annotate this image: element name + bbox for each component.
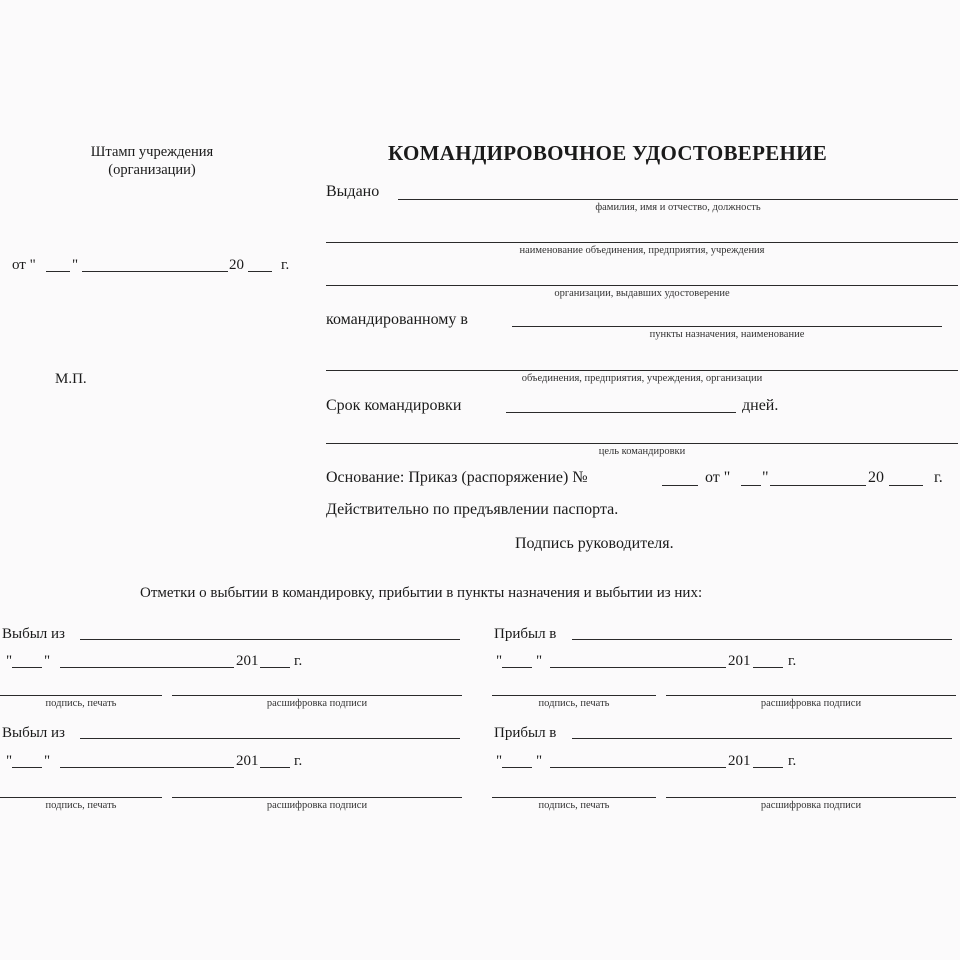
basis-year: 20: [868, 469, 884, 486]
right-arrived-line-2[interactable]: [572, 738, 952, 739]
left-departed-line-2[interactable]: [80, 738, 460, 739]
right-sign-caption-2: подпись, печать: [538, 800, 610, 811]
right-year-1: 201: [728, 653, 751, 669]
left-year-1: 201: [236, 653, 259, 669]
left-month-line-2[interactable]: [60, 767, 234, 768]
stamp-line2: (организации): [108, 162, 196, 178]
left-date-quote: ": [72, 257, 79, 273]
left-date-year: 20: [229, 257, 244, 273]
document-title: КОМАНДИРОВОЧНОЕ УДОСТОВЕРЕНИЕ: [388, 141, 828, 165]
right-date-open-1: ": [496, 653, 503, 669]
left-date-close-2: ": [44, 753, 51, 769]
term-days-unit: дней.: [742, 397, 779, 414]
right-date-close-2: ": [536, 753, 543, 769]
left-suffix-1: г.: [294, 653, 303, 669]
left-day-line-1[interactable]: [12, 667, 42, 668]
left-sign-line-2[interactable]: [0, 797, 162, 798]
issued-caption-1: фамилия, имя и отчество, должность: [595, 202, 761, 213]
sent-label: командированному в: [326, 311, 468, 328]
basis-suffix: г.: [934, 469, 943, 486]
stamp-block: [62, 143, 242, 179]
right-date-close-1: ": [536, 653, 543, 669]
left-month-line-1[interactable]: [60, 667, 234, 668]
sent-caption-2: объединения, предприятия, учреждения, организации: [521, 373, 763, 384]
left-departed-label-2: Выбыл из: [2, 725, 65, 741]
right-suffix-2: г.: [788, 753, 797, 769]
right-date-open-2: ": [496, 753, 503, 769]
left-decode-caption-1: расшифровка подписи: [266, 698, 368, 709]
left-date-open-1: ": [6, 653, 13, 669]
right-month-line-1[interactable]: [550, 667, 726, 668]
right-arrived-label-1: Прибыл в: [494, 626, 557, 642]
term-caption: цель командировки: [598, 446, 686, 457]
issued-org-line[interactable]: [326, 242, 958, 243]
left-sign-line-1[interactable]: [0, 695, 162, 696]
issued-caption-2: наименование объединения, предприятия, учреждения: [519, 245, 765, 256]
left-decode-line-2[interactable]: [172, 797, 462, 798]
left-decode-line-1[interactable]: [172, 695, 462, 696]
right-sign-line-2[interactable]: [492, 797, 656, 798]
mp-label: М.П.: [55, 371, 87, 387]
right-arrived-label-2: Прибыл в: [494, 725, 557, 741]
left-departed-label-1: Выбыл из: [2, 626, 65, 642]
right-year-line-2[interactable]: [753, 767, 783, 768]
left-departed-line-1[interactable]: [80, 639, 460, 640]
left-sign-caption-1: подпись, печать: [45, 698, 117, 709]
left-decode-caption-2: расшифровка подписи: [266, 800, 368, 811]
basis-from: от ": [705, 469, 731, 486]
basis-label: Основание: Приказ (распоряжение) №: [326, 469, 588, 486]
valid-note: Действительно по предъявлении паспорта.: [326, 501, 619, 518]
right-day-line-1[interactable]: [502, 667, 532, 668]
left-year-line-1[interactable]: [260, 667, 290, 668]
term-purpose-line[interactable]: [326, 443, 958, 444]
signature-label: Подпись руководителя.: [515, 535, 674, 552]
left-date-close-1: ": [44, 653, 51, 669]
issued-label: Выдано: [326, 183, 380, 200]
sent-org-line[interactable]: [326, 370, 958, 371]
left-date-month-line[interactable]: [82, 271, 228, 272]
left-date-year-line[interactable]: [248, 271, 272, 272]
left-suffix-2: г.: [294, 753, 303, 769]
stamp-line1: Штамп учреждения: [90, 144, 214, 160]
basis-day-line[interactable]: [741, 485, 761, 486]
basis-year-line[interactable]: [889, 485, 923, 486]
right-arrived-line-1[interactable]: [572, 639, 952, 640]
left-date-open-2: ": [6, 753, 13, 769]
issued-caption-3: организации, выдавших удостоверение: [554, 288, 730, 299]
basis-month-line[interactable]: [770, 485, 866, 486]
issued-name-line[interactable]: [398, 199, 958, 200]
left-day-line-2[interactable]: [12, 767, 42, 768]
left-date-prefix: от ": [12, 257, 36, 273]
right-sign-caption-1: подпись, печать: [538, 698, 610, 709]
right-sign-line-1[interactable]: [492, 695, 656, 696]
left-date-day-line[interactable]: [46, 271, 70, 272]
right-decode-line-2[interactable]: [666, 797, 956, 798]
issued-org-line-2[interactable]: [326, 285, 958, 286]
right-decode-line-1[interactable]: [666, 695, 956, 696]
marks-title: Отметки о выбытии в командировку, прибытии в пункты назначения и выбытии из них:: [140, 585, 703, 601]
basis-number-line[interactable]: [662, 485, 698, 486]
term-days-line[interactable]: [506, 412, 736, 413]
right-month-line-2[interactable]: [550, 767, 726, 768]
left-date-suffix: г.: [281, 257, 290, 273]
left-year-2: 201: [236, 753, 259, 769]
right-suffix-1: г.: [788, 653, 797, 669]
left-year-line-2[interactable]: [260, 767, 290, 768]
sent-destination-line[interactable]: [512, 326, 942, 327]
sent-caption-1: пункты назначения, наименование: [649, 329, 805, 340]
right-decode-caption-1: расшифровка подписи: [760, 698, 862, 709]
right-year-line-1[interactable]: [753, 667, 783, 668]
right-day-line-2[interactable]: [502, 767, 532, 768]
basis-quote: ": [762, 469, 769, 486]
right-decode-caption-2: расшифровка подписи: [760, 800, 862, 811]
left-sign-caption-2: подпись, печать: [45, 800, 117, 811]
term-label: Срок командировки: [326, 397, 462, 414]
right-year-2: 201: [728, 753, 751, 769]
